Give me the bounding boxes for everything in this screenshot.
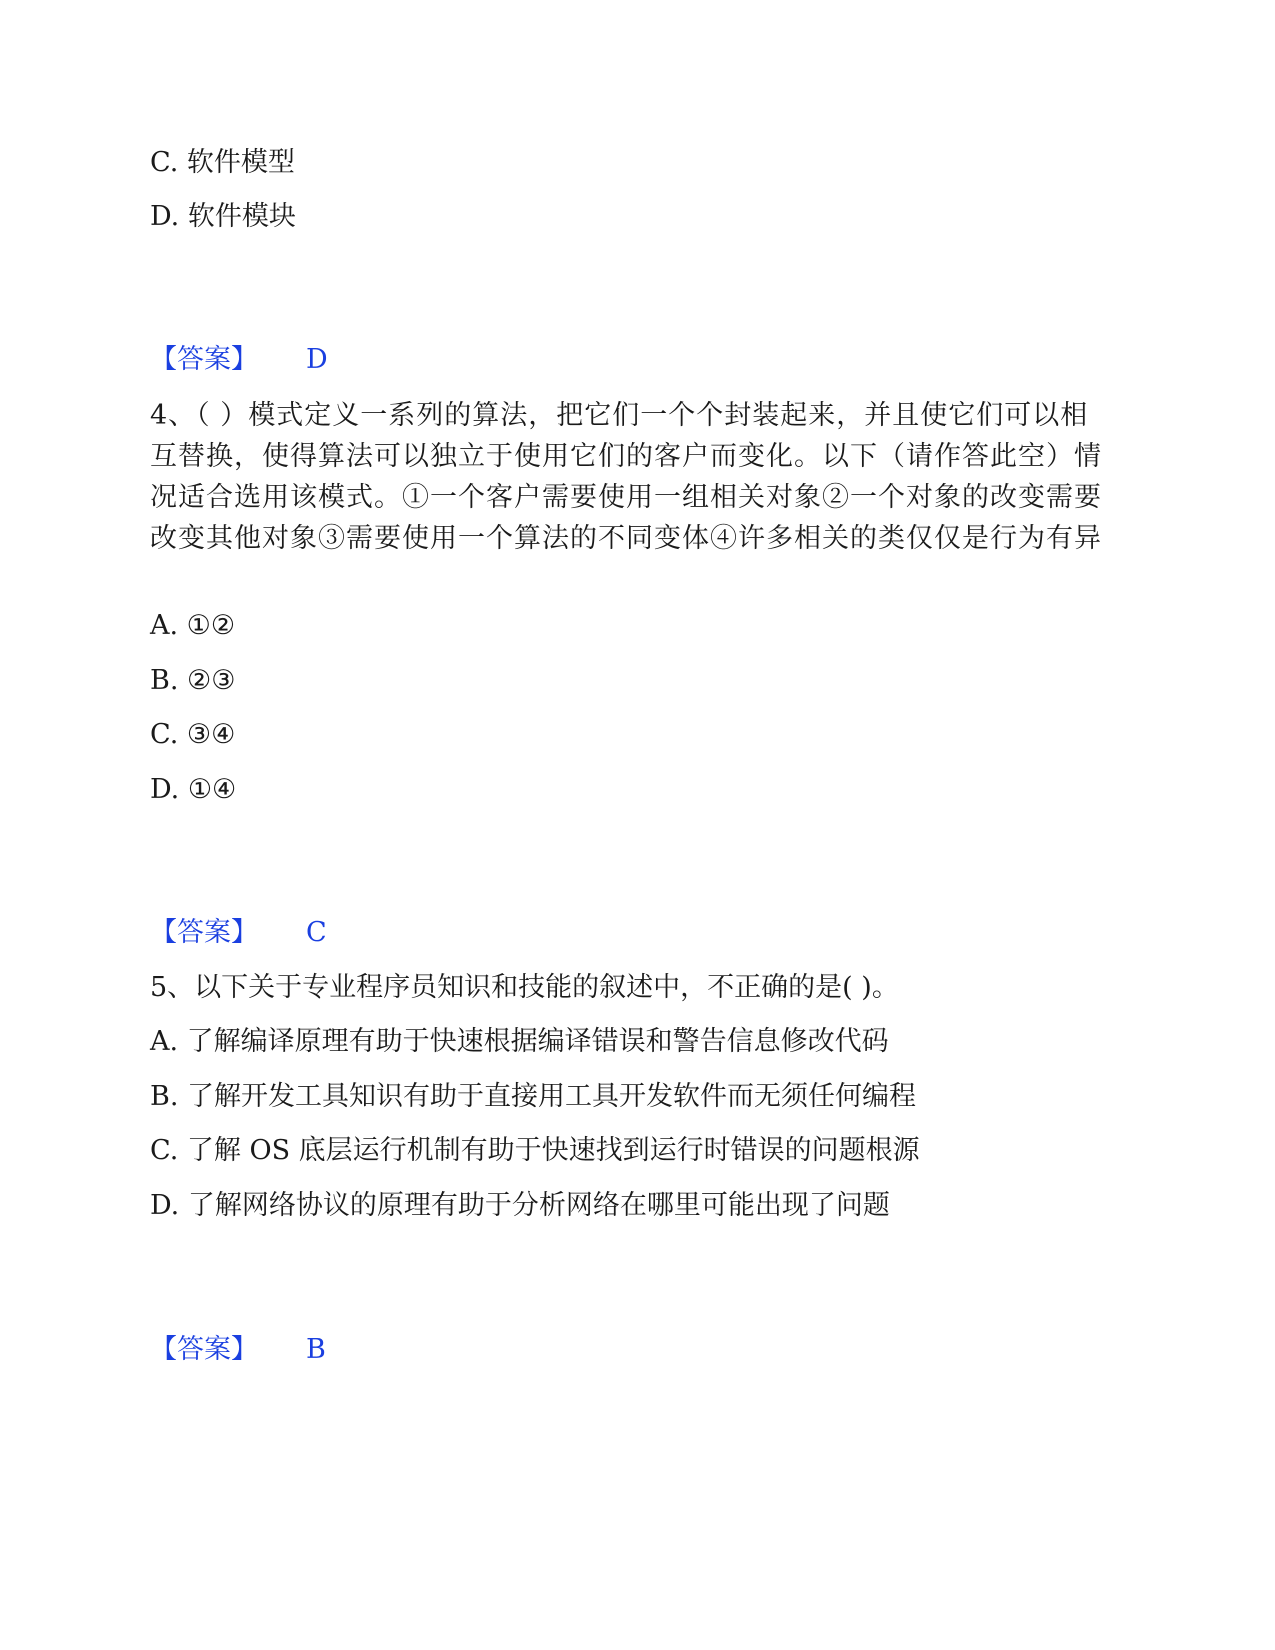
q4-option-d: D. ①④ [150, 774, 237, 805]
q5-option-b: B. 了解开发工具知识有助于直接用工具开发软件而无须任何编程 [150, 1081, 917, 1112]
q3-option-d: D. 软件模块 [150, 201, 296, 232]
q3-option-c: C. 软件模型 [150, 147, 295, 178]
q5-stem: 5、以下关于专业程序员知识和技能的叙述中，不正确的是( )。 [150, 972, 899, 1003]
q4-answer [150, 913, 327, 953]
q4-stem: 4、（ ）模式定义一系列的算法，把它们一个个封装起来，并且使它们可以相互替换，使得算法可以独立于使用它们的客户而变化。以下（请作答此空）情况适合选用该模式。①一个客户需要使用一组相关对象②一个对象的改变需要改变其他对象③需要使用一个算法的不同变体④许多相关的类仅仅是行为有异 [150, 400, 1102, 554]
answer-label: 【答案】 [150, 1334, 258, 1365]
q5-option-c: C. 了解 OS 底层运行机制有助于快速找到运行时错误的问题根源 [150, 1135, 920, 1166]
answer-value: B [306, 1334, 326, 1365]
answer-value: D [306, 344, 328, 375]
q4-option-a: A. ①② [150, 610, 236, 641]
q5-option-d: D. 了解网络协议的原理有助于分析网络在哪里可能出现了问题 [150, 1190, 890, 1221]
answer-label: 【答案】 [150, 917, 258, 948]
q5-option-a: A. 了解编译原理有助于快速根据编译错误和警告信息修改代码 [150, 1026, 889, 1057]
q3-answer [150, 340, 328, 380]
q4-option-c: C. ③④ [150, 719, 236, 750]
q4-option-b: B. ②③ [150, 665, 236, 696]
answer-value: C [306, 917, 327, 948]
q5-answer [150, 1330, 326, 1370]
answer-label: 【答案】 [150, 344, 258, 375]
